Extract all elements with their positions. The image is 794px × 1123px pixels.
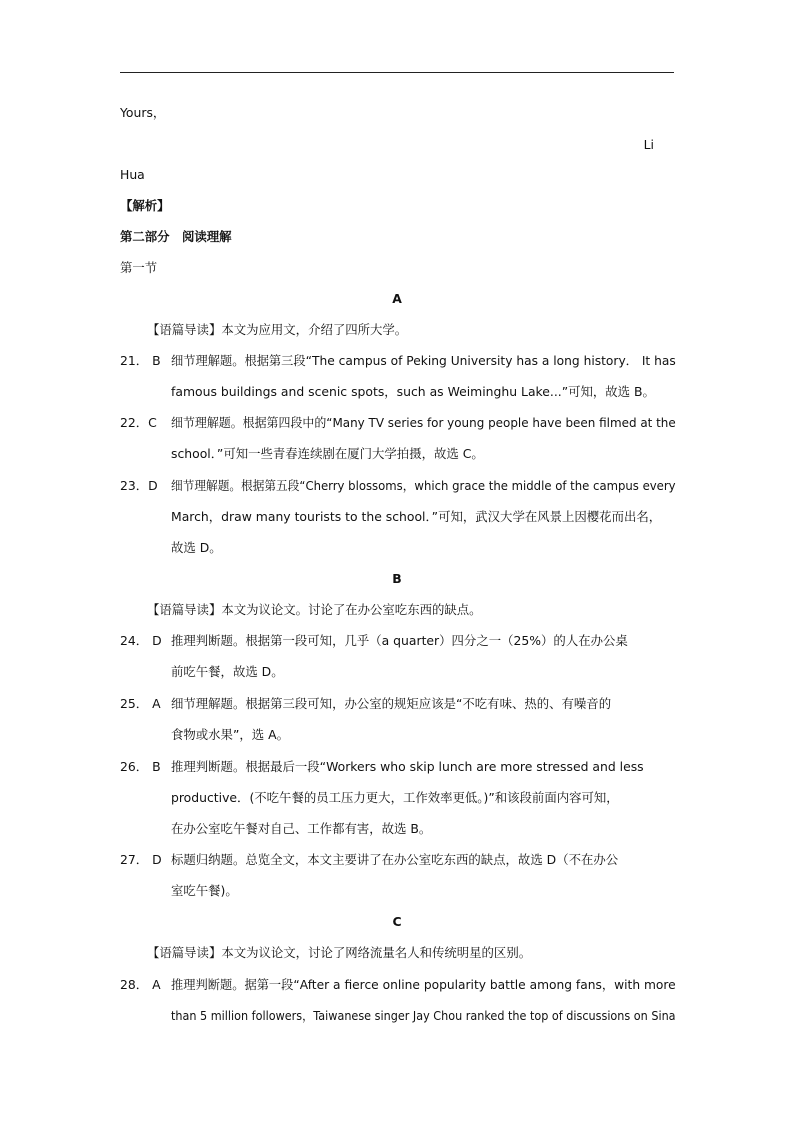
q25-line-2: 食物或水果”，选 A。 (171, 727, 289, 742)
passage-a-guide: 【语篇导读】本文为应用文，介绍了四所大学。 (147, 322, 408, 337)
letter-closing-yours: Yours， (120, 105, 166, 120)
analysis-header: 【解析】 (120, 198, 170, 213)
q22-line-2: school．”可知一些青春连续剧在厦门大学拍摄，故选 C。 (171, 446, 484, 461)
q26-line-3: 在办公室吃午餐对自己、工作都有害，故选 B。 (171, 821, 432, 836)
q24-line-2: 前吃午餐，故选 D。 (171, 664, 284, 679)
passage-c-guide: 【语篇导读】本文为议论文，讨论了网络流量名人和传统明星的区别。 (147, 945, 532, 960)
q28-number: 28． A (120, 977, 161, 992)
q23-number: 23．D (120, 478, 158, 493)
letter-signature-second: Hua (120, 167, 145, 182)
q22-line-1: 细节理解题。根据第四段中的“Many TV series for young people have been filmed at the (171, 415, 676, 430)
q27-line-1: 标题归纳题。总览全文，本文主要讲了在办公室吃东西的缺点，故选 D（不在办公 (171, 852, 619, 867)
q24-number: 24． D (120, 633, 162, 648)
q21-number: 21． B (120, 353, 161, 368)
q23-line-1: 细节理解题。根据第五段“Cherry blossoms，which grace the middle of the campus every (171, 478, 676, 493)
q27-line-2: 室吃午餐)。 (171, 883, 238, 898)
q21-line-2: famous buildings and scenic spots，such as Weiminghu Lake...”可知，故选 B。 (171, 384, 655, 399)
passage-c-label: C (392, 914, 402, 929)
q26-line-2: productive．(不吃午餐的员工压力更大，工作效率更低。)”和该段前面内容可知， (171, 790, 619, 805)
q22-number: 22．C (120, 415, 157, 430)
q28-line-2: than 5 million followers，Taiwanese singer Jay Chou ranked the top of discussions on Sina (171, 1008, 676, 1023)
passage-b-label: B (392, 571, 402, 586)
q26-number: 26． B (120, 759, 161, 774)
q25-line-1: 细节理解题。根据第三段可知，办公室的规矩应该是“不吃有味、热的、有噪音的 (171, 696, 612, 711)
q26-line-1: 推理判断题。根据最后一段“Workers who skip lunch are more stressed and less (171, 759, 644, 774)
top-divider (120, 72, 674, 73)
q21-line-1: 细节理解题。根据第三段“The campus of Peking University has a long history． It has (171, 353, 676, 368)
letter-signature-first: Li (643, 137, 654, 152)
passage-a-label: A (392, 291, 402, 306)
q23-line-3: 故选 D。 (171, 540, 222, 555)
q25-number: 25． A (120, 696, 161, 711)
q24-line-1: 推理判断题。根据第一段可知，几乎（a quarter）四分之一（25%）的人在办公桌 (171, 633, 628, 648)
q23-line-2: March，draw many tourists to the school．”可知，武汉大学在风景上因樱花而出名， (171, 509, 662, 524)
passage-b-guide: 【语篇导读】本文为议论文。讨论了在办公室吃东西的缺点。 (147, 602, 482, 617)
section-one-title: 第一节 (120, 260, 158, 275)
q28-line-1: 推理判断题。据第一段“After a fierce online popularity battle among fans，with more (171, 977, 676, 992)
part-two-title: 第二部分 阅读理解 (120, 229, 232, 244)
q27-number: 27． D (120, 852, 162, 867)
